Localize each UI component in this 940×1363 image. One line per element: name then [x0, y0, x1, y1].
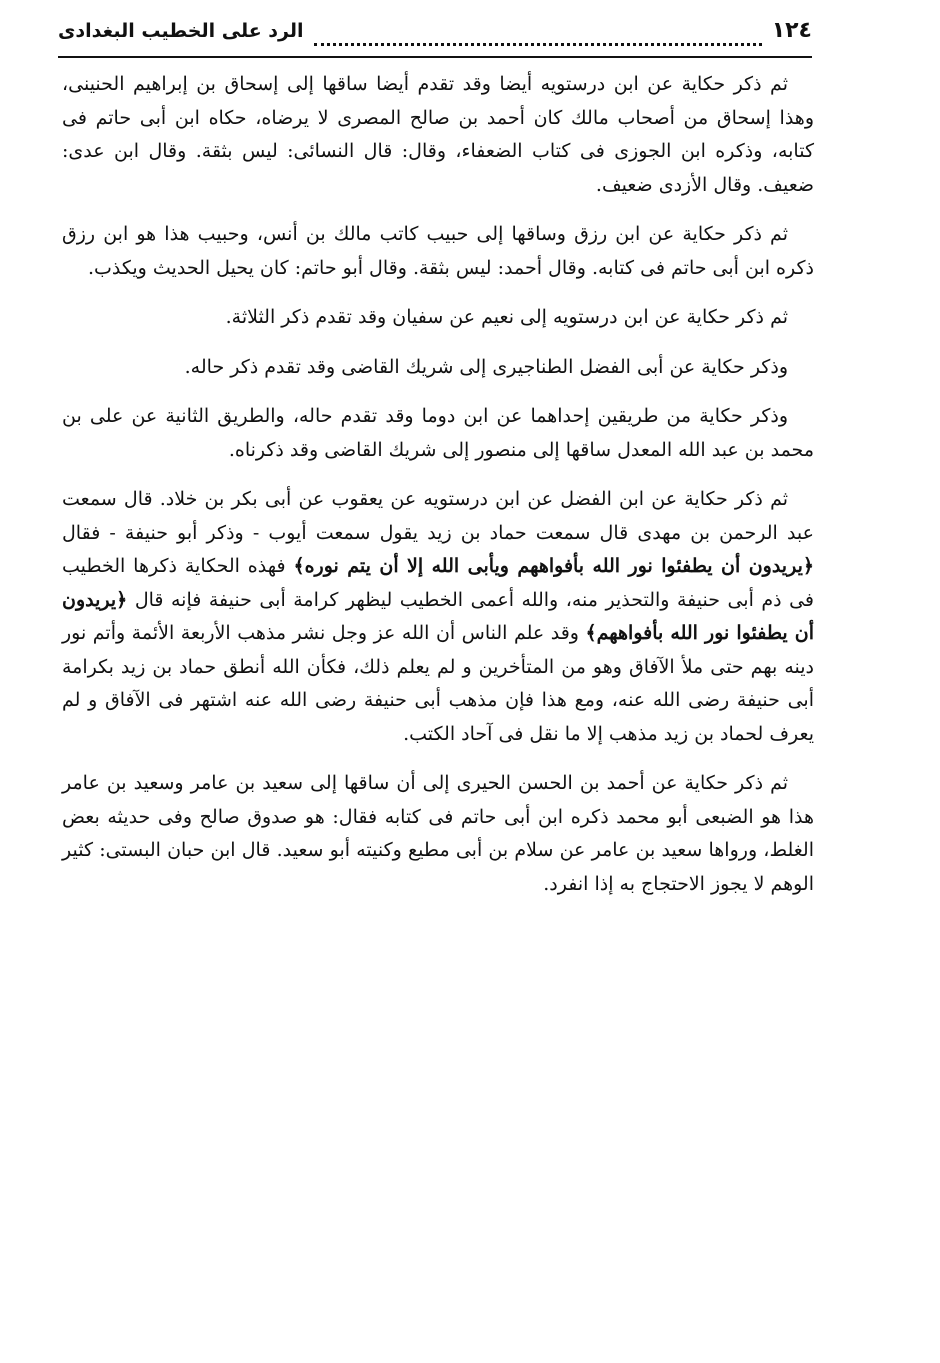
paragraph: وذكر حكاية من طريقين إحداهما عن ابن دوما وقد تقدم حاله، والطريق الثانية عن على بن محمد بن عبد الله المعدل ساقها إلى منصور إلى شريك القاضى وقد ذكرناه. [62, 405, 814, 461]
page-body [62, 68, 814, 901]
paragraph: ثم ذكر حكاية عن ابن درستويه إلى نعيم عن سفيان وقد تقدم ذكر الثلاثة. [225, 306, 788, 328]
paragraph-with-quotes [62, 483, 814, 751]
quran-quote: ﴿يريدون أن يطفئوا نور الله بأفواههم﴾ [62, 588, 815, 644]
quran-quote: ﴿يريدون أن يطفئوا نور الله بأفواههم ويأبى الله إلا أن يتم نوره﴾ [293, 555, 814, 577]
paragraph: ثم ذكر حكاية عن ابن رزق وساقها إلى حبيب كاتب مالك بن أنس، وحبيب هذا هو ابن رزق ذكره ابن أبى حاتم فى كتابه. وقال أحمد: ليس بثقة. وقال أبو حاتم: كان يحيل الحديث ويكذب. [62, 223, 814, 279]
paragraph-text: فهذه الحكاية ذكرها الخطيب فى ذم أبى حنيفة والتحذير منه، والله أعمى الخطيب ليظهر كرامة أبى حنيفة فإنه قال [62, 555, 815, 611]
running-title: الرد على الخطيب البغدادى [58, 20, 304, 42]
paragraph: ثم ذكر حكاية عن أحمد بن الحسن الحيرى إلى أن ساقها إلى سعيد بن عامر وسعيد بن عامر هذا هو الضبعى أبو محمد ذكره ابن أبى حاتم فى كتابه فقال: هو صدوق صالح وفى حديثه بعض الغلط، ورواها سعيد بن عامر عن سلام بن أبى مطيع وكنيته أبو سعيد. قال ابن حبان البستى: كثير الوهم لا يجوز الاحتجاج به إذا انفرد. [62, 772, 814, 895]
page-number: ١٢٤ [771, 18, 812, 43]
paragraph: ثم ذكر حكاية عن ابن درستويه أيضا وقد تقدم أيضا ساقها إلى إسحاق بن إبراهيم الحنينى، وهذا إسحاق من أصحاب مالك كان أحمد بن صالح المصرى لا يرضاه، حكاه ابن أبى حاتم فى كتابه، وذكره ابن الجوزى فى كتاب الضعفاء، وقال: قال النسائى: ليس بثقة. وقال ابن عدى: ضعيف. وقال الأزدى ضعيف. [62, 73, 814, 196]
dotted-leader [314, 33, 762, 46]
paragraph-text: ثم ذكر حكاية عن ابن الفضل عن ابن درستويه عن يعقوب عن أبى بكر بن خلاد. قال سمعت عبد الرحمن بن مهدى قال سمعت حماد بن زيد يقول سمعت أيوب - وذكر أبو حنيفة - فقال [62, 488, 814, 544]
book-page [58, 18, 815, 917]
page-header [58, 18, 812, 58]
paragraph-text: وقد علم الناس أن الله عز وجل نشر مذهب الأربعة الأئمة وأتم نور دينه بهم حتى ملأ الآفاق وهو من المتأخرين و لم يعلم ذلك، فكأن الله أنطق حماد بن زيد بكرامة أبى حنيفة رضى الله عنه، ومع هذا فإن مذهب أبى حنيفة رضى الله عنه اشتهر فى الآفاق و لم يعرف لحماد بن زيد مذهب إلا ما نقل فى آحاد الكتب. [62, 622, 814, 745]
paragraph: وذكر حكاية عن أبى الفضل الطناجيرى إلى شريك القاضى وقد تقدم ذكر حاله. [184, 355, 788, 378]
